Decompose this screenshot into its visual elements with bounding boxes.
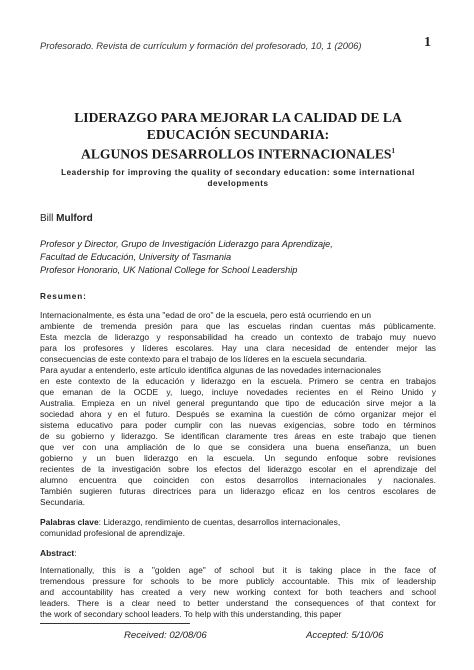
resumen-line: gobierno y un buen liderazgo en la escuela. Un segundo enfoque sobre revisiones — [40, 453, 436, 463]
abstract-line: tremendous pressure for schools to be more publicly accountable. This mix of leadership — [40, 576, 436, 586]
abstract-line: Internationally, this is a "golden age" of school but it is taking place in the face of — [40, 565, 436, 575]
accepted-date: Accepted: 5/10/06 — [306, 630, 384, 641]
resumen-line: sociedad ahora y en el futuro. Después se examina la cuestión de cómo organizar mejor el — [40, 409, 436, 419]
resumen-line: para los profesores y líderes escolares. Hay una clara necesidad de entender mejor las — [40, 343, 436, 353]
affiliation-line-2: Facultad de Educación, University of Tasmania — [40, 252, 232, 262]
abstract-heading — [40, 548, 436, 559]
english-title-line-1: Leadership for improving the quality of secondary education: some international — [61, 168, 415, 177]
resumen-line: Internacionalmente, es ésta una "edad de oro" de la escuela, pero está ocurriendo en un — [40, 310, 372, 320]
title-line-3-text: ALGUNOS DESARROLLOS INTERNACIONALES — [81, 146, 392, 162]
title-line-1: LIDERAZGO PARA MEJORAR LA CALIDAD DE LA — [74, 110, 402, 125]
resumen-line: recientes de la investigación sobre los efectos del liderazgo escolar en el aprendizaje del — [40, 464, 436, 474]
abstract-colon: : — [74, 548, 77, 558]
resumen-line: de su gobierno y liderazgo. Se identifican claramente tres áreas en este trabajo que tienen — [40, 431, 436, 441]
title-line-2: EDUCACIÓN SECUNDARIA: — [146, 126, 330, 142]
abstract-line: and accountability has created a very new working context for both teachers and school — [40, 587, 436, 597]
resumen-line: También sugieren futuras directrices para un liderazgo eficaz en los centros escolares de — [40, 486, 436, 496]
resumen-line: Secundaria. — [40, 497, 86, 507]
resumen-line: Para ayudar a entenderlo, este artículo identifica algunas de las novedades internacionales — [40, 365, 382, 375]
abstract-line: leaders. There is a clear need to better understand the consequences of that context for — [40, 598, 436, 608]
article-title — [40, 110, 436, 163]
footnote-mark: 1 — [391, 147, 395, 155]
english-title — [40, 167, 436, 189]
title-line-3 — [40, 143, 436, 163]
resumen-line: en este contexto de la educación y liderazgo en la escuela. Primero se centra en trabajos — [40, 376, 436, 386]
resumen-line: que emanan de la OCDE y, luego, incluye novedades recientes en el Reino Unido y — [40, 387, 436, 397]
keywords-line-2: comunidad profesional de aprendizaje. — [40, 528, 185, 538]
affiliation-line-3: Profesor Honorario, UK National College for School Leadership — [40, 265, 298, 275]
resumen-line: Esta mezcla de liderazgo y responsabilidad ha creado un contexto de trabajo muy nuevo — [40, 332, 436, 342]
keywords-label: Palabras clave — [40, 517, 99, 527]
resumen-line: alumno encuentra que coinciden con estos desarrollos internacionales y nacionales. — [40, 475, 436, 485]
resumen-line: ambiente de tremenda presión para que las escuelas rindan cuentas más públicamente. — [40, 321, 436, 331]
english-title-line-2: developments — [207, 179, 269, 188]
resumen-line: que ver con una ampliación de lo que se considera una buena enseñanza, un buen — [40, 442, 436, 452]
author-name — [40, 213, 93, 224]
keywords-line-1 — [40, 517, 436, 528]
author-first-name: Bill — [40, 213, 54, 224]
abstract-label: Abstract — [40, 548, 75, 558]
keywords-text: : Liderazgo, rendimiento de cuentas, desarrollos internacionales, — [98, 517, 341, 527]
resumen-line: Australia. Empieza en un nivel general preguntando que tipo de educación sirve mejor a la — [40, 398, 436, 408]
affiliation-line-1: Profesor y Director, Grupo de Investigación Liderazgo para Aprendizaje, — [40, 239, 333, 249]
page-number: 1 — [424, 35, 431, 50]
footer-rule — [40, 623, 190, 624]
resumen-line: consecuencias de este contexto para el trabajo de los líderes en la escuela secundaria. — [40, 354, 367, 364]
running-header: Profesorado. Revista de currículum y formación del profesorado, 10, 1 (2006) — [40, 40, 362, 51]
resumen-line: sistema educativo para poder cumplir con las nuevas exigencias, sobre todo en términos — [40, 420, 436, 430]
abstract-line: the work of secondary school leaders. To help with this understanding, this paper — [40, 609, 342, 619]
resumen-label: Resumen: — [40, 292, 87, 301]
author-last-name: Mulford — [56, 213, 93, 224]
received-date: Received: 02/08/06 — [124, 630, 207, 641]
